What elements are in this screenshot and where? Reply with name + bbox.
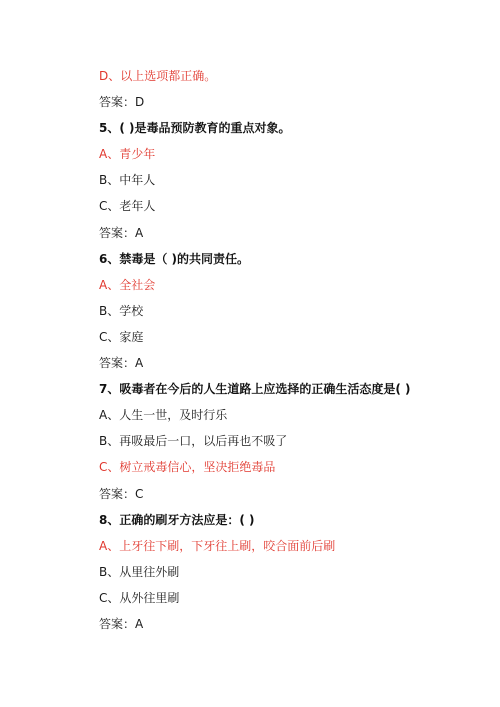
q5-question: 5、( )是毒品预防教育的重点对象。 bbox=[99, 121, 291, 136]
q4-option-d-correct: D、以上选项都正确。 bbox=[99, 69, 217, 83]
q6-question: 6、禁毒是（ )的共同责任。 bbox=[99, 251, 250, 266]
quiz-document bbox=[99, 63, 479, 637]
q7-question: 7、吸毒者在今后的人生道路上应选择的正确生活态度是( ) bbox=[99, 382, 411, 397]
q8-option-b: B、从里往外刷 bbox=[99, 564, 180, 579]
q6-answer: 答案：A bbox=[99, 356, 144, 371]
q7-answer: 答案：C bbox=[99, 486, 144, 501]
q5-option-c: C、老年人 bbox=[99, 199, 156, 214]
q7-option-b: B、再吸最后一口，以后再也不吸了 bbox=[99, 434, 288, 449]
q5-option-a-correct: A、青少年 bbox=[99, 147, 156, 162]
q6-option-a-correct: A、全社会 bbox=[99, 277, 156, 292]
q5-answer: 答案：A bbox=[99, 225, 144, 240]
q7-option-a: A、人生一世，及时行乐 bbox=[99, 408, 228, 423]
q8-option-c: C、从外往里刷 bbox=[99, 590, 180, 605]
q8-option-a-correct: A、上牙往下刷，下牙往上刷，咬合面前后刷 bbox=[99, 538, 336, 553]
q8-question: 8、正确的刷牙方法应是：( ) bbox=[99, 512, 255, 527]
q6-option-b: B、学校 bbox=[99, 303, 144, 318]
q6-option-c: C、家庭 bbox=[99, 329, 144, 344]
q4-answer: 答案：D bbox=[99, 95, 145, 110]
q8-answer: 答案：A bbox=[99, 616, 144, 631]
q5-option-b: B、中年人 bbox=[99, 173, 156, 188]
q7-option-c-correct: C、树立戒毒信心，坚决拒绝毒品 bbox=[99, 460, 276, 475]
